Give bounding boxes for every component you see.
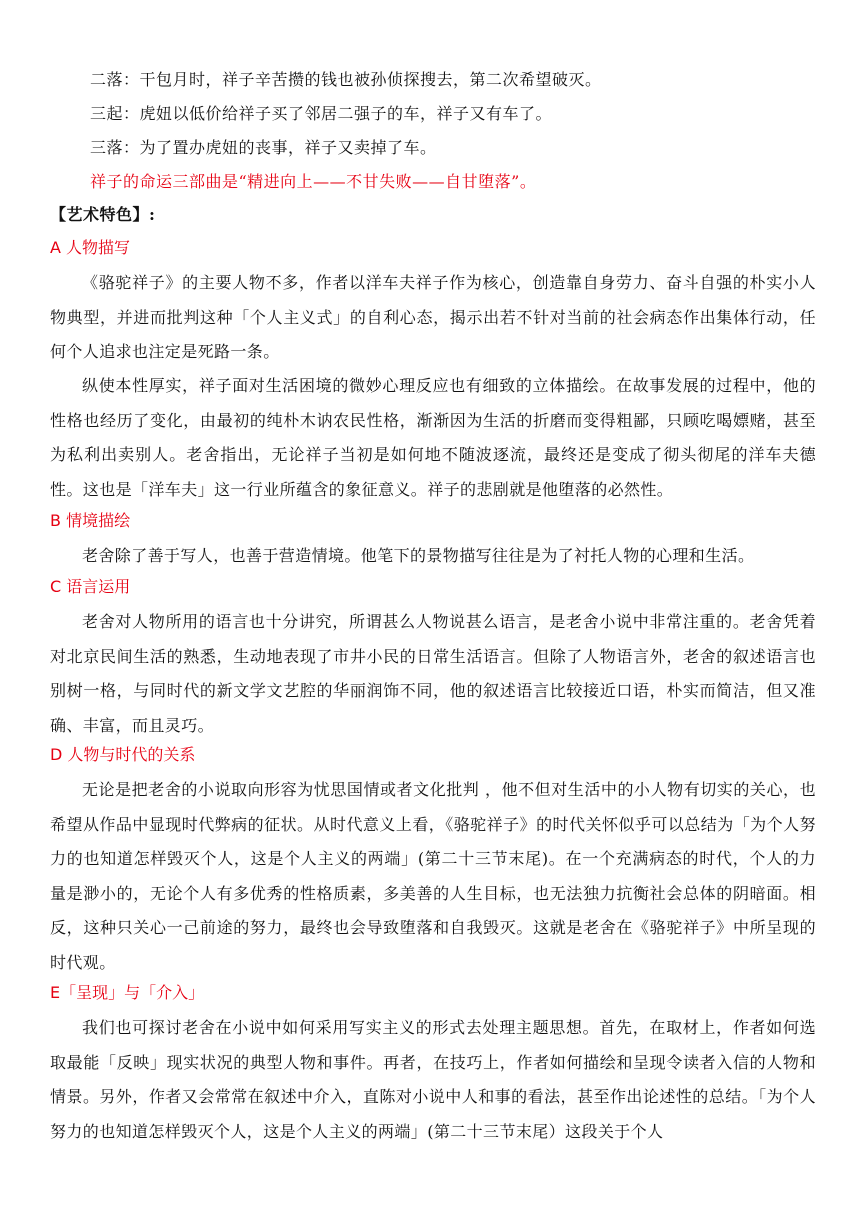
paragraph-character-2: 纵使本性厚实，祥子面对生活困境的微妙心理反应也有细致的立体描绘。在故事发展的过程中，他的性格也经历了变化，由最初的纯朴木讷农民性格，渐渐因为生活的折磨而变得粗鄙，只顾吃喝嫖赌，甚至为私利出卖别人。老舍指出，无论祥子当初是如何地不随波逐流，最终还是变成了彻头彻尾的洋车夫德性。这也是「洋车夫」这一行业所蕴含的象征意义。祥子的悲剧就是他堕落的必然性。 xyxy=(50,376,816,499)
heading-character-and-era: D 人物与时代的关系 xyxy=(50,745,196,764)
paragraph-era: 无论是把老舍的小说取向形容为忧思国情或者文化批判 ，他不但对生活中的小人物有切实的关心，也希望从作品中显现时代弊病的征状。从时代意义上看，《骆驼祥子》的时代关怀似乎可以总结为「为个人努力的也知道怎样毁灭个人，这是个人主义的两端」(第二十三节末尾)。在一个充满病态的时代，个人的力量是渺小的，无论个人有多优秀的性格质素，多美善的人生目标，也无法独力抗衡社会总体的阴暗面。相反，这种只关心一己前途的努力，最终也会导致堕落和自我毁灭。这就是老舍在《骆驼祥子》中所呈现的时代观。 xyxy=(50,780,816,972)
fate-trilogy-summary: 祥子的命运三部曲是“精进向上——不甘失败——自甘堕落”。 xyxy=(90,172,537,191)
heading-character-portrayal: A 人物描写 xyxy=(50,238,131,257)
fall-rise-line-3rd-rise: 三起：虎妞以低价给祥子买了邻居二强子的车，祥子又有车了。 xyxy=(90,104,553,123)
heading-scene-depiction: B 情境描绘 xyxy=(50,511,131,530)
paragraph-presentation: 我们也可探讨老舍在小说中如何采用写实主义的形式去处理主题思想。首先，在取材上，作者如何选取最能「反映」现实状况的典型人物和事件。再者，在技巧上，作者如何描绘和呈现令读者入信的人物和情景。另外，作者又会常常在叙述中介入，直陈对小说中人和事的看法，甚至作出论述性的总结。「为个人努力的也知道怎样毁灭个人，这是个人主义的两端」(第二十三节末尾）这段关于个人 xyxy=(50,1018,816,1141)
heading-presentation-and-intervention: E「呈现」与「介入」 xyxy=(50,983,205,1002)
fall-rise-line-3rd-fall: 三落：为了置办虎妞的丧事，祥子又卖掉了车。 xyxy=(90,138,437,157)
paragraph-language: 老舍对人物所用的语言也十分讲究，所谓甚么人物说甚么语言，是老舍小说中非常注重的。老舍凭着对北京民间生活的熟悉，生动地表现了市井小民的日常生活语言。但除了人物语言外，老舍的叙述语言也别树一格，与同时代的新文学文艺腔的华丽润饰不同，他的叙述语言比较接近口语，朴实而简洁，但又准确、丰富，而且灵巧。 xyxy=(50,612,816,735)
paragraph-character-1: 《骆驼祥子》的主要人物不多，作者以洋车夫祥子作为核心，创造靠自身劳力、奋斗自强的朴实小人物典型，并进而批判这种「个人主义式」的自利心态，揭示出若不针对当前的社会病态作出集体行动，任何个人追求也注定是死路一条。 xyxy=(50,273,816,361)
heading-language-use: C 语言运用 xyxy=(50,577,131,596)
fall-rise-line-2nd-fall: 二落：干包月时，祥子辛苦攒的钱也被孙侦探搜去，第二次希望破灭。 xyxy=(90,70,602,89)
section-title-artistic-features: 【艺术特色】: xyxy=(50,205,156,224)
paragraph-scene: 老舍除了善于写人，也善于营造情境。他笔下的景物描写往往是为了衬托人物的心理和生活。 xyxy=(82,546,755,565)
